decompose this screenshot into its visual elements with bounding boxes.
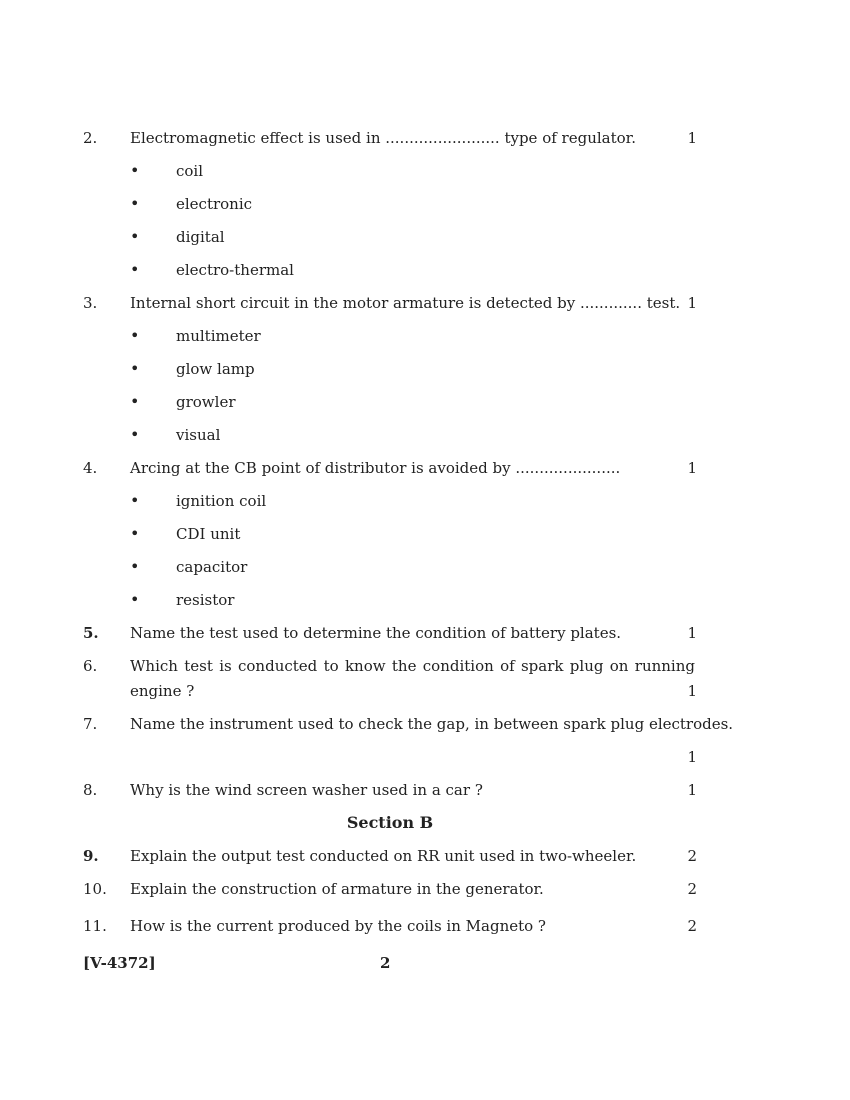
bullet-icon: • (130, 590, 140, 609)
page-number: 2 (380, 954, 391, 972)
question-marks: 2 (687, 917, 697, 935)
question-text-line-1: Which test is conducted to know the condition of spark plug on running (130, 657, 695, 675)
option-text: visual (176, 426, 221, 444)
question-marks: 1 (687, 294, 697, 312)
question-marks: 1 (687, 459, 697, 477)
question-number: 9. (83, 847, 99, 865)
question-text: Arcing at the CB point of distributor is avoided by ...................... (130, 459, 621, 477)
bullet-icon: • (130, 161, 140, 180)
question-text: How is the current produced by the coils in Magneto ? (130, 917, 546, 935)
section-heading: Section B (346, 813, 434, 832)
question-number: 10. (83, 880, 107, 898)
question-marks: 1 (687, 748, 697, 766)
option-text: capacitor (176, 558, 248, 576)
question-text: Internal short circuit in the motor armature is detected by ............. test. (130, 294, 681, 312)
bullet-icon: • (130, 557, 140, 576)
bullet-icon: • (130, 524, 140, 543)
question-number: 8. (83, 781, 98, 799)
question-marks: 2 (687, 847, 697, 865)
bullet-icon: • (130, 194, 140, 213)
option-text: electro-thermal (176, 261, 294, 279)
option-text: multimeter (176, 327, 261, 345)
option-text: coil (176, 162, 204, 180)
option-text: growler (176, 393, 236, 411)
question-marks: 2 (687, 880, 697, 898)
question-text: Explain the output test conducted on RR unit used in two-wheeler. (130, 847, 637, 865)
bullet-icon: • (130, 326, 140, 345)
option-text: CDI unit (176, 525, 241, 543)
bullet-icon: • (130, 425, 140, 444)
question-text: Why is the wind screen washer used in a car ? (130, 781, 483, 799)
question-marks: 1 (687, 129, 697, 147)
option-text: electronic (176, 195, 253, 213)
question-number: 11. (83, 917, 107, 935)
bullet-icon: • (130, 260, 140, 279)
option-text: digital (176, 228, 225, 246)
bullet-icon: • (130, 491, 140, 510)
paper-code: [V-4372] (83, 954, 156, 972)
question-number: 3. (83, 294, 98, 312)
question-text: Name the test used to determine the condition of battery plates. (130, 624, 622, 642)
question-text: Electromagnetic effect is used in ........................ type of regulator. (130, 129, 636, 147)
question-text: Explain the construction of armature in the generator. (130, 880, 544, 898)
question-text-line-2: engine ? (130, 682, 195, 700)
question-number: 6. (83, 657, 98, 675)
question-number: 2. (83, 129, 98, 147)
bullet-icon: • (130, 392, 140, 411)
question-text: Name the instrument used to check the gap, in between spark plug electrodes. (130, 715, 734, 733)
option-text: resistor (176, 591, 235, 609)
option-text: glow lamp (176, 360, 255, 378)
option-text: ignition coil (176, 492, 267, 510)
bullet-icon: • (130, 359, 140, 378)
question-marks: 1 (687, 682, 697, 700)
question-marks: 1 (687, 624, 697, 642)
question-marks: 1 (687, 781, 697, 799)
question-number: 7. (83, 715, 98, 733)
question-number: 4. (83, 459, 98, 477)
question-number: 5. (83, 624, 99, 642)
bullet-icon: • (130, 227, 140, 246)
